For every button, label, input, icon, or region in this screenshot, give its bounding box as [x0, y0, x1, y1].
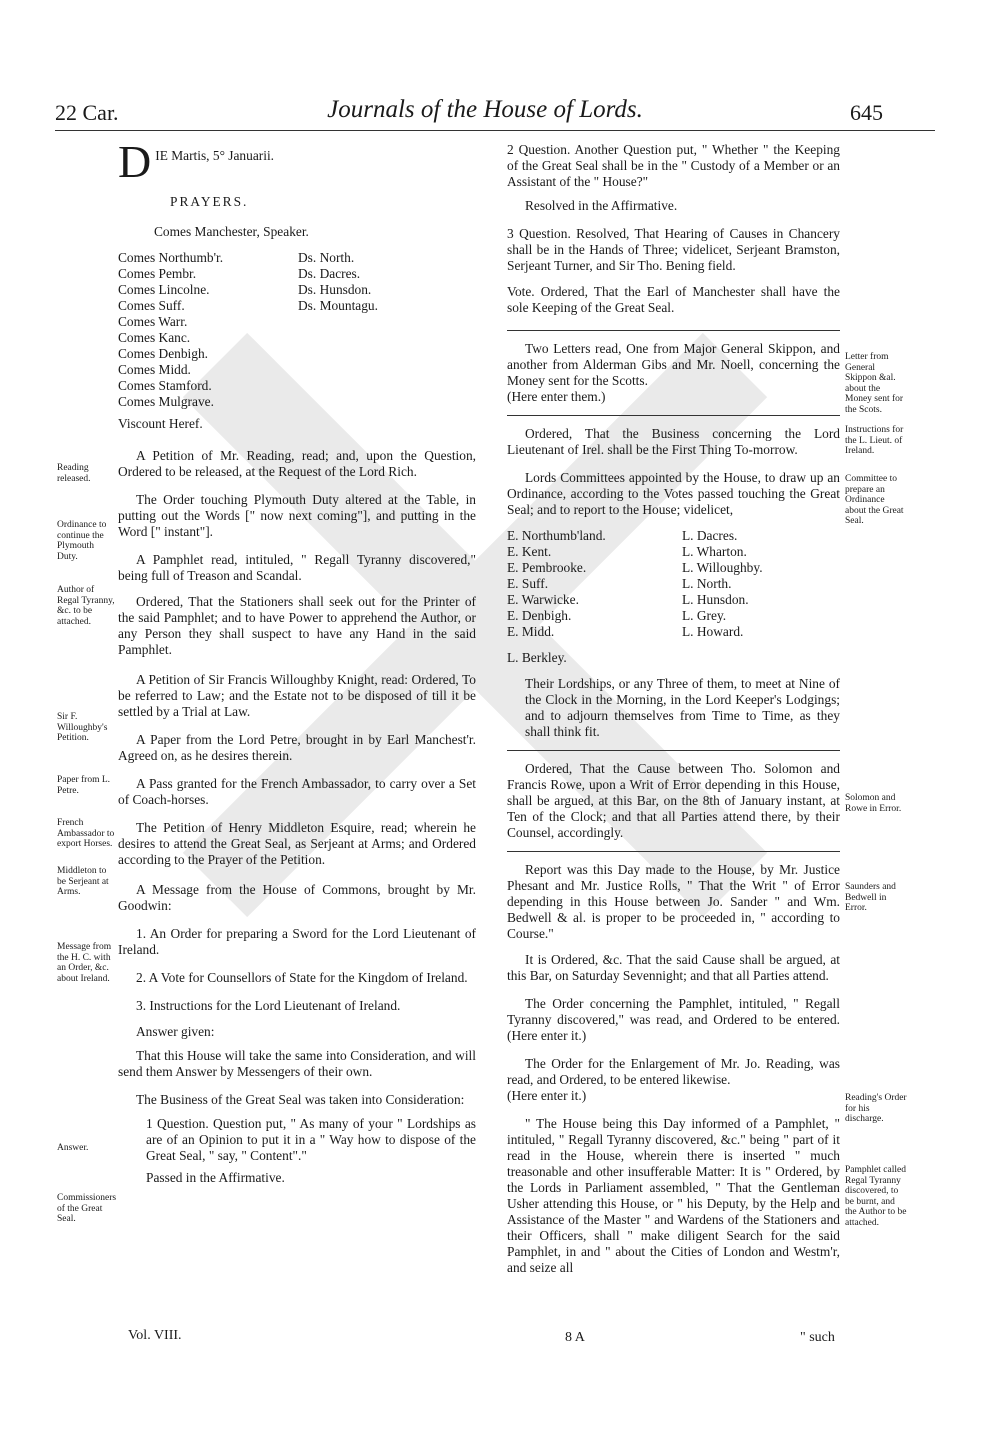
attendee: Comes Stamford.: [118, 378, 212, 393]
committee-member: L. Wharton.: [682, 544, 747, 559]
committee-member: E. Northumb'land.: [507, 528, 606, 543]
committee-member: L. Willoughby.: [682, 560, 763, 575]
vote-manchester: Vote. Ordered, That the Earl of Manchester shall have the sole Keeping of the Great Seal.: [507, 284, 840, 315]
running-head-title: Journals of the House of Lords.: [327, 96, 643, 123]
committee-member: L. Hunsdon.: [682, 592, 749, 607]
margin-note: Letter from General Skippon &al. about the Money sent for the Scots.: [845, 352, 904, 415]
entry-petre: A Paper from the Lord Petre, brought in by Earl Manchest'r. Agreed on, as he desires therein.: [118, 732, 476, 763]
committee-member: L. North.: [682, 576, 732, 591]
margin-note: Ordinance to continue the Plymouth Duty.: [57, 520, 107, 562]
margin-note: Answer.: [57, 1143, 89, 1153]
margin-note: Sir F. Willoughby's Petition.: [57, 712, 108, 743]
committee-member: L. Howard.: [682, 624, 744, 639]
entry-answer: That this House will take the same into Consideration, and will send them Answer by Messengers of their own.: [118, 1048, 476, 1079]
entry-house-informed: " The House being this Day informed of a Pamphlet, " intituled, " Regall Tyranny discovered, &c." being " part of it read in the House, wherein there is inserted " much treasonable and other insufferable Matter: It is " Ordered, by the Lords in Parliament assembled, " That the Gentleman Usher attending this House, or " his Deputy, by the Help and Assistance of the Master " and Wardens of the Stationers and their Officers, shall " make diligent Search for the said Pamphlet, in and " about the Cities of London and Westm'r, and seize all: [507, 1116, 840, 1275]
entry-willoughby: A Petition of Sir Francis Willoughby Knight, read: Ordered, To be referred to Law; and the Estate not to be disposed of till it be settled by a Trial at Law.: [118, 672, 476, 719]
section-rule: [507, 330, 840, 331]
question-3: 3 Question. Resolved, That Hearing of Causes in Chancery shall be in the Hands of Three; videlicet, Serjeant Bramston, Serjeant Turner, and Sir Tho. Bening field.: [507, 226, 840, 273]
margin-note: Reading released.: [57, 463, 91, 484]
entry-letters: Two Letters read, One from Major General Skippon, and another from Alderman Gibs and Mr. Noell, concerning the Money sent for the Scotts.: [507, 341, 840, 388]
entry-stationers: Ordered, That the Stationers shall seek out for the Printer of the said Pamphlet; and to have Power to apprehend the Author, or any Person they shall suspect to have any Hand in the said Pamphlet.: [118, 594, 476, 657]
margin-note: Instructions for the L. Lieut. of Ireland.: [845, 425, 904, 456]
margin-note: Middleton to be Serjeant at Arms.: [57, 866, 109, 897]
margin-note: Paper from L. Petre.: [57, 775, 111, 796]
entry-committee: Lords Committees appointed by the House, to draw up an Ordinance, according to the Votes passed touching the Great Seal; and to report to the House; videlicet,: [507, 470, 840, 517]
attendee: Ds. Hunsdon.: [298, 282, 372, 297]
margin-note: Saunders and Bedwell in Error.: [845, 882, 896, 913]
committee-member: L. Berkley.: [507, 650, 567, 665]
attendee: Comes Northumb'r.: [118, 250, 224, 265]
viscount-line: Viscount Heref.: [118, 416, 203, 431]
right-column: [507, 142, 840, 1276]
entry-middleton: The Petition of Henry Middleton Esquire, read; wherein he desires to attend the Great Seal, as Serjeant at Arms; and Ordered according to the Prayer of the Petition.: [118, 820, 476, 867]
committee-member: L. Dacres.: [682, 528, 738, 543]
drop-cap: D: [118, 140, 152, 182]
committee-member: E. Midd.: [507, 624, 555, 639]
margin-note: Pamphlet called Regal Tyranny discovered, to be burnt, and the Author to be attached.: [845, 1165, 907, 1228]
question-1: 1 Question. Question put, " As many of your " Lordships as are of an Opinion to put it in a " Way how to dispose of the Great Seal, " say, " Content".": [146, 1116, 476, 1163]
margin-note: Solomon and Rowe in Error.: [845, 793, 902, 814]
margin-note: Commissioners of the Great Seal.: [57, 1193, 117, 1224]
catchword: " such: [800, 1330, 835, 1345]
attendee: Ds. Dacres.: [298, 266, 361, 281]
attendee: Comes Lincolne.: [118, 282, 210, 297]
section-rule: [507, 851, 840, 852]
enter-them: (Here enter them.): [507, 389, 606, 404]
committee-member: L. Grey.: [682, 608, 727, 623]
entry-message: A Message from the House of Commons, brought by Mr. Goodwin:: [118, 882, 476, 913]
section-rule: [507, 415, 840, 416]
margin-note: Message from the H. C. with an Order, &c. about Ireland.: [57, 942, 112, 984]
committee-member: E. Kent.: [507, 544, 552, 559]
enter-it: (Here enter it.): [507, 1088, 587, 1103]
left-column: [118, 140, 476, 1186]
entry-solomon: Ordered, That the Cause between Tho. Solomon and Francis Rowe, upon a Writ of Error depending in this House, shall be argued, at this Bar, on the 8th of January instant, at Ten of the Clock; and that all Parties attend there, by their Counsel, accordingly.: [507, 761, 840, 840]
entry-ireland: Ordered, That the Business concerning the Lord Lieutenant of Irel. shall be the First Thing To-morrow.: [507, 426, 840, 457]
volume-label: Vol. VIII.: [128, 1328, 182, 1343]
entry-plymouth: The Order touching Plymouth Duty altered at the Table, in putting out the Words [" now next coming"], and putting in the Word [" instant"].: [118, 492, 476, 539]
entry-meet: Their Lordships, or any Three of them, to meet at Nine of the Clock in the Morning, in the Lord Keeper's Lodgings; and to adjourn themselves from Time to Time, as they shall think fit.: [525, 676, 840, 739]
attendee: Comes Suff.: [118, 298, 185, 313]
message-item-3: 3. Instructions for the Lord Lieutenant of Ireland.: [136, 998, 401, 1013]
entry-argued: It is Ordered, &c. That the said Cause shall be argued, at this Bar, on Saturday Sevennight; and that all Parties attend.: [507, 952, 840, 983]
attendee: Comes Warr.: [118, 314, 188, 329]
attendance-list-earls: [118, 250, 298, 410]
prayers-heading: PRAYERS.: [170, 194, 249, 209]
attendee: Comes Pembr.: [118, 266, 197, 281]
question-2: 2 Question. Another Question put, " Whether " the Keeping of the Great Seal shall be in the " Custody of a Member or an Assistant of the " House?": [507, 142, 840, 189]
signature-mark: 8 A: [565, 1330, 585, 1345]
attendee: Comes Mulgrave.: [118, 394, 214, 409]
header-rule: [55, 130, 935, 131]
committee-member: E. Warwicke.: [507, 592, 579, 607]
entry-french-pass: A Pass granted for the French Ambassador, to carry over a Set of Coach-horses.: [118, 776, 476, 807]
entry-report: Report was this Day made to the House, by Mr. Justice Phesant and Mr. Justice Rolls, " That the Writ " of Error depending in this House between Jo. Sander " and Wm. Bedwell & al. is proper to be proceeded in, " according to Course.": [507, 862, 840, 941]
attendee: Comes Kanc.: [118, 330, 191, 345]
entry-enlargement: The Order for the Enlargement of Mr. Jo. Reading, was read, and Ordered, to be entered likewise.: [507, 1056, 840, 1087]
margin-note: Committee to prepare an Ordinance about the Great Seal.: [845, 474, 904, 526]
speaker-line: Comes Manchester, Speaker.: [154, 224, 309, 239]
attendee: Ds. Mountagu.: [298, 298, 378, 313]
attendee: Comes Denbigh.: [118, 346, 209, 361]
entry-great-seal: The Business of the Great Seal was taken into Consideration:: [136, 1092, 465, 1107]
committee-member: E. Denbigh.: [507, 608, 572, 623]
attendee: Ds. North.: [298, 250, 355, 265]
committee-list: [507, 528, 840, 640]
passed-affirmative: Passed in the Affirmative.: [146, 1170, 285, 1185]
resolved-affirmative: Resolved in the Affirmative.: [525, 198, 678, 213]
attendance-list-barons: [298, 250, 378, 410]
sitting-date: IE Martis, 5° Januarii.: [155, 148, 275, 163]
entry-pamphlet: A Pamphlet read, intituled, " Regall Tyranny discovered," being full of Treason and Scandal.: [118, 552, 476, 583]
page-number: 645: [850, 100, 883, 125]
answer-given: Answer given:: [136, 1024, 215, 1039]
committee-member: E. Pembrooke.: [507, 560, 587, 575]
attendee: Comes Midd.: [118, 362, 191, 377]
committee-member: E. Suff.: [507, 576, 549, 591]
message-item-2: 2. A Vote for Counsellors of State for the Kingdom of Ireland.: [136, 970, 468, 985]
entry-order-pamphlet: The Order concerning the Pamphlet, intituled, " Regall Tyranny discovered," was read, and Ordered to be entered. (Here enter it.): [507, 996, 840, 1043]
margin-note: French Ambassador to export Horses.: [57, 818, 115, 849]
message-item-1: 1. An Order for preparing a Sword for the Lord Lieutenant of Ireland.: [118, 926, 476, 957]
section-rule: [507, 750, 840, 751]
running-head-left: 22 Car.: [55, 100, 119, 125]
entry-reading: A Petition of Mr. Reading, read; and, upon the Question, Ordered to be released, at the Request of the Lord Rich.: [118, 448, 476, 479]
margin-note: Author of Regal Tyranny, &c. to be attached.: [57, 585, 115, 627]
margin-note: Reading's Order for his discharge.: [845, 1093, 907, 1124]
